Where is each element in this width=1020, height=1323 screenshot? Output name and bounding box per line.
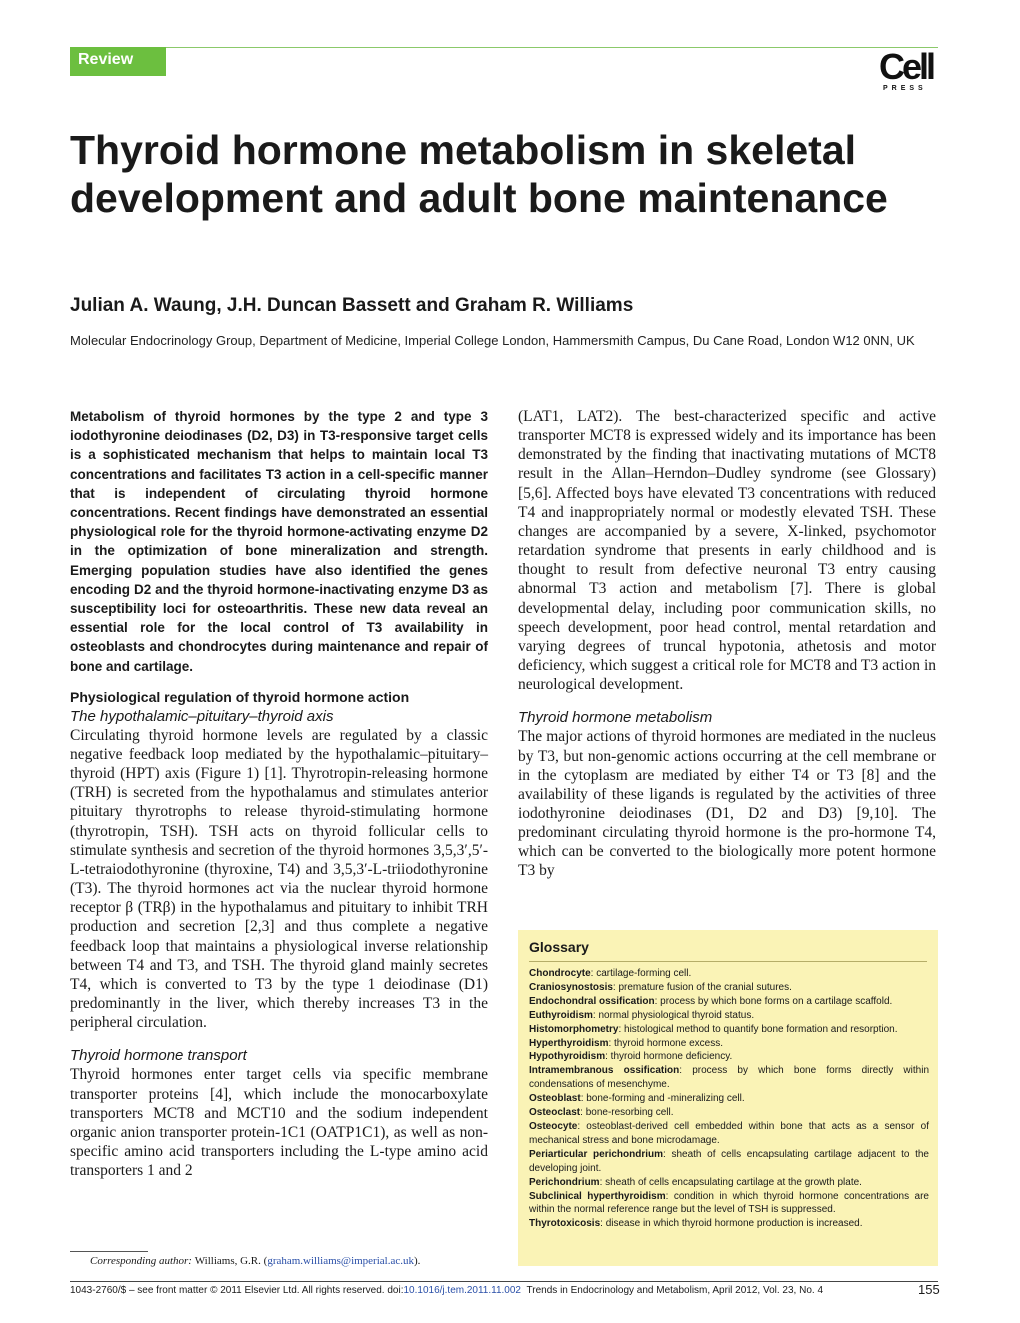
section-heading: Physiological regulation of thyroid hormone action [70, 688, 410, 705]
glossary-term: Subclinical hyperthyroidism [529, 1190, 666, 1202]
glossary-item [529, 1037, 929, 1051]
glossary-box [518, 930, 938, 1266]
glossary-term: Perichondrium [529, 1176, 600, 1188]
footnote-rule [70, 1251, 148, 1252]
glossary-definition: : thyroid hormone excess. [608, 1037, 723, 1049]
body-text-metabolism: The major actions of thyroid hormones are mediated in the nucleus by T3, but non-genomic actions occurring at the cell membrane or in the cytoplasm are mediated by either T4 or T3 [8] and the availability of these ligands is regulated by the activities of three iodothyronine deiodinases (D1, D2 and D3) [9,10]. The predominant circulating thyroid hormone is the pro-hormone T4, which can be converted to the biologically more potent hormone T3 by [518, 728, 936, 880]
glossary-term: Histomorphometry [529, 1023, 619, 1035]
footer-copyright: 1043-2760/$ – see front matter © 2011 Elsevier Ltd. All rights reserved. doi: [70, 1285, 404, 1296]
glossary-term: Hyperthyroidism [529, 1037, 609, 1049]
glossary-rule [529, 961, 927, 962]
glossary-item [529, 1190, 929, 1218]
glossary-definition: : histological method to quantify bone formation and resorption. [618, 1023, 898, 1035]
glossary-item [529, 1217, 929, 1231]
article-authors: Julian A. Waung, J.H. Duncan Bassett and Graham R. Williams [70, 295, 634, 316]
glossary-definition: : sheath of cells encapsulating cartilage at the growth plate. [599, 1176, 862, 1188]
logo-word: Cell [879, 46, 934, 87]
author-email-link[interactable]: graham.williams@imperial.ac.uk [267, 1255, 414, 1267]
glossary-term: Thyrotoxicosis [529, 1218, 601, 1230]
review-badge [70, 47, 166, 76]
body-text-mct8: (LAT1, LAT2). The best-characterized specific and active transporter MCT8 is expressed widely and its importance has been demonstrated by the finding that inactivating mutations of MCT8 result in the Allan–Herndon–Dudley syndrome (see Glossary) [5,6]. Affected boys have elevated T3 concentrations with reduced T4 and inappropriately normal or modestly elevated TSH. These changes are accompanied by a severe, X-linked, psychomotor retardation syndrome that presents in early childhood and is thought to result from defective neuronal T3 entry causing abnormal T3 action and metabolism [7]. There is global developmental delay, including poor communication skills, no speech development, poor head control, mental retardation and varying degrees of truncal hypotonia, athetosis and motor deficiency, which suggest a critical role for MCT8 and T3 action in neurological development. [518, 408, 936, 694]
page-number: 155 [918, 1282, 940, 1297]
article-affiliation: Molecular Endocrinology Group, Department of Medicine, Imperial College London, Hammersmith Campus, Du Cane Road, London W12 0NN, UK [70, 333, 915, 348]
right-column [518, 407, 936, 881]
footnote-label: Corresponding author: [90, 1255, 192, 1267]
body-text-transport: Thyroid hormones enter target cells via specific membrane transporter proteins [4], which include the monocarboxylate transporters MCT8 and MCT10 and the sodium independent organic anion transporter protein-1C1 (OATP1C1), as well as non-specific amino acid transporters including the L-type amino acid transporters 1 and 2 [70, 1066, 488, 1180]
glossary-term: Periarticular perichondrium [529, 1148, 664, 1160]
glossary-term: Osteoblast [529, 1093, 581, 1105]
footer-citation [70, 1285, 823, 1296]
glossary-definition: : osteoblast-derived cell embedded within bone that acts as a sensor of mechanical stress and bone microdamage. [529, 1120, 929, 1146]
footer-journal: Trends in Endocrinology and Metabolism, April 2012, Vol. 23, No. 4 [526, 1285, 824, 1296]
logo-press: PRESS [883, 85, 927, 92]
glossary-definition: : cartilage-forming cell. [590, 968, 692, 979]
glossary-item [529, 1106, 929, 1120]
glossary-term: Euthyroidism [529, 1009, 593, 1021]
glossary-definition: : thyroid hormone deficiency. [605, 1051, 733, 1063]
glossary-definition: : condition in which thyroid hormone concentrations are within the normal reference range but the level of TSH is suppressed. [529, 1190, 929, 1216]
glossary-definition: : process by which bone forms directly within condensations of mesenchyme. [529, 1065, 930, 1091]
glossary-definition: : bone-resorbing cell. [580, 1107, 674, 1119]
glossary-item [529, 1009, 929, 1023]
glossary-term: Osteoclast [529, 1107, 581, 1119]
cell-press-logo [879, 46, 941, 96]
glossary-definition: : sheath of cells encapsulating cartilage adjacent to the developing joint. [529, 1148, 929, 1174]
header-rule [166, 47, 938, 48]
glossary-list [529, 967, 929, 1231]
glossary-item [529, 981, 929, 995]
glossary-term: Intramembranous ossification [529, 1065, 680, 1077]
glossary-item [529, 1050, 929, 1064]
glossary-definition: : bone-forming and -mineralizing cell. [580, 1093, 745, 1105]
glossary-term: Chondrocyte [529, 968, 591, 979]
glossary-item [529, 1176, 929, 1190]
glossary-definition: : normal physiological thyroid status. [592, 1009, 755, 1021]
glossary-definition: : disease in which thyroid hormone production is increased. [600, 1218, 863, 1230]
glossary-definition: : premature fusion of the cranial sutures. [612, 981, 792, 993]
glossary-item [529, 995, 929, 1009]
glossary-item [529, 967, 929, 981]
doi-link[interactable]: 10.1016/j.tem.2011.11.002 [403, 1285, 521, 1296]
abstract: Metabolism of thyroid hormones by the type 2 and type 3 iodothyronine deiodinases (D2, D3) in T3-responsive target cells is a sophisticated mechanism that helps to maintain local T3 concentrations and facilitates T3 action in a cell-specific manner that is independent of circulating thyroid hormone concentrations. Recent findings have demonstrated an essential physiological role for the thyroid hormone-activating enzyme D2 in the optimization of bone mineralization and strength. Emerging population studies have also identified the genes encoding D2 and the thyroid hormone-inactivating enzyme D3 as susceptibility loci for osteoarthritis. These new data reveal an essential role for the local control of T3 availability in osteoblasts and chondrocytes during maintenance and repair of bone and cartilage. [70, 409, 488, 674]
review-badge-label: Review [78, 51, 134, 68]
glossary-term: Osteocyte [529, 1120, 578, 1132]
glossary-term: Craniosynostosis [529, 981, 613, 993]
glossary-item [529, 1023, 929, 1037]
glossary-item [529, 1064, 929, 1092]
left-column [70, 407, 488, 1180]
glossary-heading: Glossary [529, 939, 589, 955]
glossary-item [529, 1092, 929, 1106]
glossary-item [529, 1148, 929, 1176]
corresponding-author-note: Corresponding author: Williams, G.R. (graham.williams@imperial.ac.uk). [90, 1255, 421, 1267]
subsection-heading-hpt-axis: The hypothalamic–pituitary–thyroid axis [70, 707, 334, 725]
footer-rule [70, 1281, 938, 1282]
body-text-hpt-axis: Circulating thyroid hormone levels are regulated by a classic negative feedback loop mediated by the hypothalamic–pituitary–thyroid (HPT) axis (Figure 1) [1]. Thyrotropin-releasing hormone (TRH) is secreted from the hypothalamus and stimulates anterior pituitary thyrotrophs to release thyroid-stimulating hormone (thyrotropin, TSH). TSH acts on thyroid follicular cells to stimulate synthesis and secretion of the thyroid hormones 3,5,3′,5′-L-tetraiodothyronine (thyroxine, T4) and 3,5,3′-L-triiodothyronine (T3). The thyroid hormones act via the nuclear thyroid hormone receptor β (TRβ) in the hypothalamus and pituitary to inhibit TRH production and secretion [2,3] and thus complete a negative feedback loop that maintains a physiological inverse relationship between T4 and T3, and TSH. The thyroid gland mainly secretes T4, which is converted to T3 by the type 1 deiodinase (D1) predominantly in the liver, which thereby increases T3 in the peripheral circulation. [70, 726, 488, 1032]
glossary-definition: : process by which bone forms on a cartilage scaffold. [654, 995, 893, 1007]
subsection-heading-metabolism: Thyroid hormone metabolism [518, 709, 713, 727]
glossary-item [529, 1120, 929, 1148]
subsection-heading-transport: Thyroid hormone transport [70, 1047, 247, 1065]
footnote-name: Williams, G.R. [194, 1255, 261, 1267]
article-title: Thyroid hormone metabolism in skeletal development and adult bone maintenance [70, 127, 888, 221]
glossary-term: Hypothyroidism [529, 1051, 606, 1063]
glossary-term: Endochondral ossification [529, 995, 655, 1007]
